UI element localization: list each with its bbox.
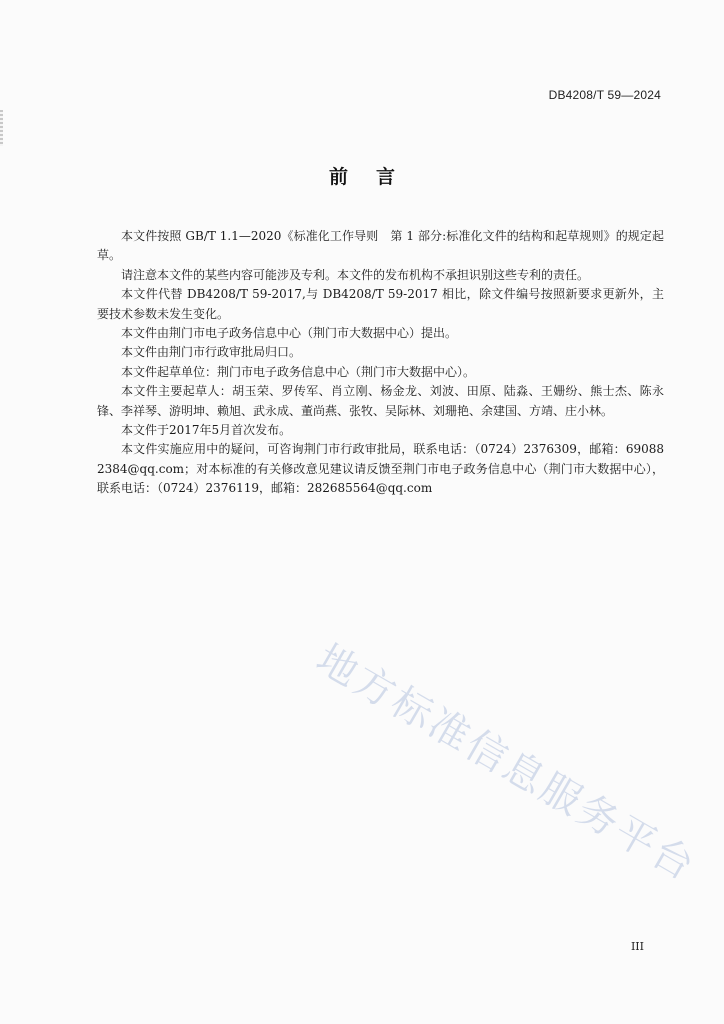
scan-edge-mark bbox=[0, 110, 3, 146]
page-number: III bbox=[630, 940, 644, 953]
paragraph-drafting-unit: 本文件起草单位：荆门市电子政务信息中心（荆门市大数据中心）。 bbox=[121, 364, 476, 379]
paragraph-replacement: 本文件代替 DB4208/T 59-2017,与 DB4208/T 59-2017 相比，除文件编号按照新要求更新外，主要技术参数未发生变化。 bbox=[97, 287, 664, 321]
paragraph-drafting-rules: 本文件按照 GB/T 1.1—2020《标准化工作导则 第 1 部分:标准化文件的结构和起草规则》的规定起草。 bbox=[97, 229, 664, 263]
paragraph-contact: 本文件实施应用中的疑问，可咨询荆门市行政审批局，联系电话：（0724）2376309，邮箱：690882384@qq.com；对本标准的有关修改意见建议请反馈至荆门市电子政务信息中心（荆门市大数据中心），联系电话：（0724）2376119，邮箱：282685564@qq.com bbox=[97, 442, 664, 496]
watermark-text: 地方标准信息服务平台 bbox=[308, 635, 704, 891]
paragraph-first-release: 本文件于2017年5月首次发布。 bbox=[121, 423, 292, 438]
page-title: 前言 bbox=[328, 166, 423, 188]
paragraph-patent-notice: 请注意本文件的某些内容可能涉及专利。本文件的发布机构不承担识别这些专利的责任。 bbox=[121, 267, 590, 282]
paragraph-administrator: 本文件由荆门市行政审批局归口。 bbox=[121, 345, 302, 360]
standard-code: DB4208/T 59—2024 bbox=[548, 88, 661, 102]
paragraph-drafters: 本文件主要起草人：胡玉荣、罗传军、肖立刚、杨金龙、刘波、田原、陆淼、王姗纷、熊士杰、陈永锋、李祥琴、游明坤、赖旭、武永成、董尚燕、张牧、吴际林、刘珊艳、余建国、方靖、庄小林。 bbox=[97, 384, 664, 418]
paragraph-proposer: 本文件由荆门市电子政务信息中心（荆门市大数据中心）提出。 bbox=[121, 326, 458, 341]
foreword-body bbox=[97, 227, 664, 499]
